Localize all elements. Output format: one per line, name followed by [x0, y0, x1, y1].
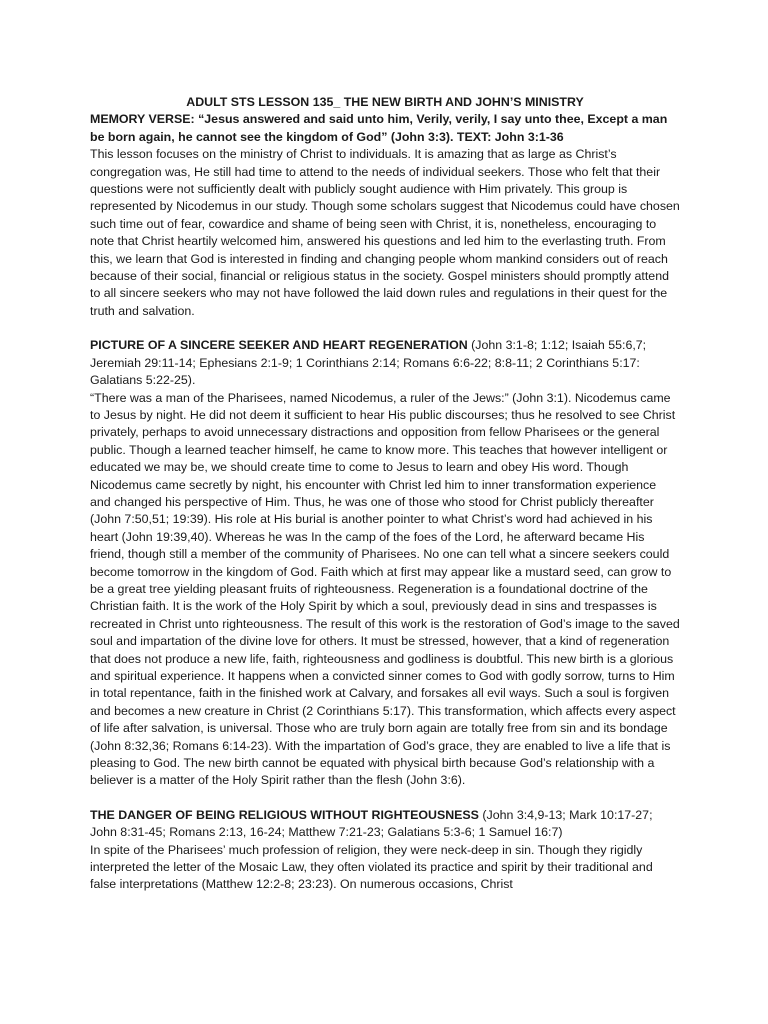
section-refs-regeneration: (John 3:1-8; 1:12; Isaiah 55:6,7; Jeremiah 29:11-14; Ephesians 2:1-9; 1 Corinthians 2:14; Romans 6:6-22; 8:8-11; 2 Corinthians 5:17: Galatians 5:22-25). [90, 338, 647, 388]
section-heading-line-regeneration [90, 337, 680, 389]
memory-verse: MEMORY VERSE: “Jesus answered and said unto him, Verily, verily, I say unto thee, Except a man be born again, he cannot see the kingdom of God” (John 3:3). TEXT: John 3:1-36 [90, 112, 668, 144]
section-body-regeneration: “There was a man of the Pharisees, named Nicodemus, a ruler of the Jews:” (John 3:1). Nicodemus came to Jesus by night. He did not deem it sufficient to hear His public discourses; thus he resolved to see Christ privately, perhaps to avoid unnecessary distractions and opposition from fellow Pharisees or the general public. Though a learned teacher himself, he came to know more. This teaches that however intelligent or educated we may be, we should create time to come to Jesus to learn and obey His word. Though Nicodemus came secretly by night, his encounter with Christ led him to inner transformation experience and changed his perspective of Him. Thus, he was one of those who stood for Christ publicly thereafter (John 7:50,51; 19:39). His role at His burial is another pointer to what Christ’s word had achieved in his heart (John 19:39,40). Whereas he was In the camp of the foes of the Lord, he afterward became His friend, though still a member of the community of Pharisees. No one can tell what a sincere seekers could become tomorrow in the kingdom of God. Faith which at first may appear like a mustard seed, can grow to be a great tree yielding pleasant fruits of righteousness. Regeneration is a foundational doctrine of the Christian faith. It is the work of the Holy Spirit by which a soul, previously dead in sins and trespasses is recreated in Christ unto righteousness. The result of this work is the restoration of God’s image to the saved soul and impartation of the divine love for others. It must be stressed, however, that a kind of regeneration that does not produce a new life, faith, righteousness and godliness is doubtful. This new birth is a glorious and spiritual experience. It happens when a convicted sinner comes to God with godly sorrow, turns to Him in total repentance, faith in the finished work at Calvary, and forsakes all evil ways. Such a soul is forgiven and becomes a new creature in Christ (2 Corinthians 5:17). This transformation, which affects every aspect of life after salvation, is universal. Those who are truly born again are totally free from sin and its bondage (John 8:32,36; Romans 6:14-23). With the impartation of God’s grace, they are enabled to live a life that is pleasing to God. The new birth cannot be equated with physical birth because God’s relationship with a believer is a matter of the Holy Spirit rather than the flesh (John 3:6). [90, 390, 680, 788]
section-heading-line-religious [90, 807, 680, 842]
section-heading-religious: THE DANGER OF BEING RELIGIOUS WITHOUT RIGHTEOUSNESS [90, 807, 479, 822]
intro-paragraph: This lesson focuses on the ministry of Christ to individuals. It is amazing that as large as Christ’s congregation was, He still had time to attend to the needs of individual seekers. Those who felt that their questions were not sufficiently dealt with publicly sought audience with Him privately. This group is represented by Nicodemus in our study. Though some scholars suggest that Nicodemus could have chosen such time out of fear, cowardice and shame of being seen with Christ, it is, nonetheless, encouraging to note that Christ heartily welcomed him, answered his questions and led him to the everlasting truth. From this, we learn that God is interested in finding and changing people whom mankind considers out of reach because of their social, financial or religious status in the society. Gospel ministers should promptly attend to all sincere seekers who may not have followed the laid down rules and regulations in their quest for the truth and salvation. [90, 147, 680, 318]
section-body-religious: In spite of the Pharisees’ much profession of religion, they were neck-deep in sin. Though they rigidly interpreted the letter of the Mosaic Law, they often violated its practice and spirit by their traditional and false interpretations (Matthew 12:2-8; 23:23). On numerous occasions, Christ [90, 842, 653, 892]
section-refs-religious: (John 3:4,9-13; Mark 10:17-27; John 8:31-45; Romans 2:13, 16-24; Matthew 7:21-23; Galatians 5:3-6; 1 Samuel 16:7) [90, 807, 653, 840]
section-heading-regeneration: PICTURE OF A SINCERE SEEKER AND HEART REGENERATION [90, 338, 468, 353]
lesson-title: ADULT STS LESSON 135_ THE NEW BIRTH AND JOHN’S MINISTRY [186, 95, 584, 109]
document-page [90, 94, 680, 894]
